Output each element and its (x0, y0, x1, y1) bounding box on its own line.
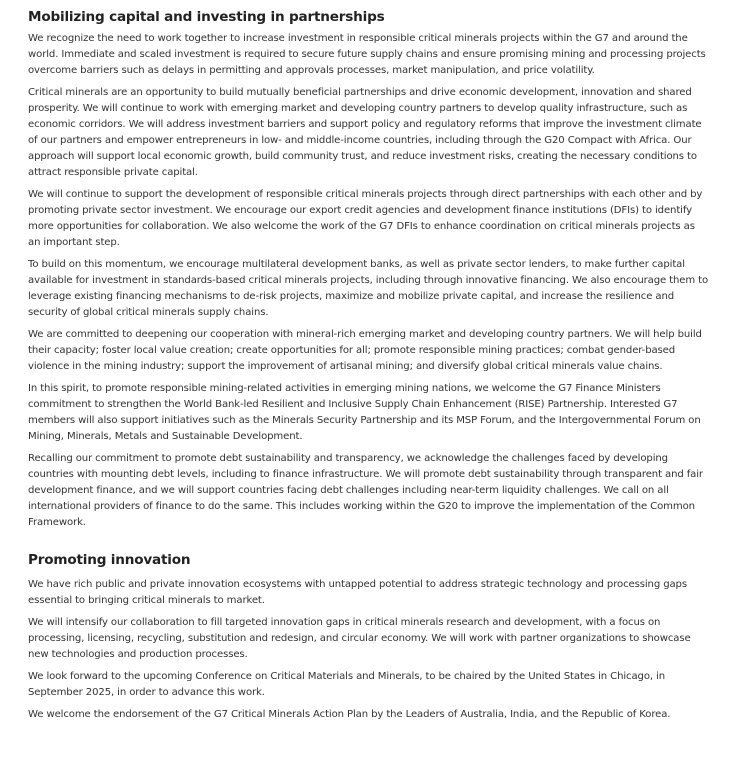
paragraph: We will intensify our collaboration to fill targeted innovation gaps in critical minerals research and development, with a focus on processing, licensing, recycling, substitution and redesign, and circular economy. We will work with partner organizations to showcase new technologies and production processes. (28, 617, 691, 660)
paragraph: We welcome the endorsement of the G7 Critical Minerals Action Plan by the Leaders of Australia, India, and the Republic of Korea. (28, 709, 671, 720)
section-promoting-innovation (28, 550, 709, 723)
section-mobilizing-capital (28, 7, 709, 531)
paragraph: Recalling our commitment to promote debt sustainability and transparency, we acknowledge the challenges faced by developing countries with mounting debt levels, including to finance infrastructure. We will promote debt sustainability through transparent and fair development finance, and we will support countries facing debt challenges including near-term liquidity challenges. We call on all international providers of finance to do the same. This includes working within the G20 to improve the implementation of the Common Framework. (28, 453, 703, 528)
paragraph: In this spirit, to promote responsible mining-related activities in emerging mining nations, we welcome the G7 Finance Ministers commitment to strengthen the World Bank-led Resilient and Inclusive Supply Chain Enhancement (RISE) Partnership. Interested G7 members will also support initiatives such as the Minerals Security Partnership and its MSP Forum, and the Intergovernmental Forum on Mining, Minerals, Metals and Sustainable Development. (28, 383, 701, 442)
paragraph: We will continue to support the development of responsible critical minerals projects through direct partnerships with each other and by promoting private sector investment. We encourage our export credit agencies and development finance institutions (DFIs) to identify more opportunities for collaboration. We also welcome the work of the G7 DFIs to enhance coordination on critical minerals projects as an important step. (28, 189, 703, 248)
paragraph: We are committed to deepening our cooperation with mineral-rich emerging market and developing country partners. We will help build their capacity; foster local value creation; create opportunities for all; promote responsible mining practices; combat gender-based violence in the mining industry; support the improvement of artisanal mining; and diversify global critical minerals value chains. (28, 329, 702, 372)
section-heading: Promoting innovation (28, 552, 191, 568)
paragraph: We recognize the need to work together to increase investment in responsible critical minerals projects within the G7 and around the world. Immediate and scaled investment is required to secure future supply chains and ensure promising mining and processing projects overcome barriers such as delays in permitting and approvals processes, market manipulation, and price volatility. (28, 33, 706, 76)
section-heading: Mobilizing capital and investing in partnerships (28, 9, 385, 25)
paragraph: To build on this momentum, we encourage multilateral development banks, as well as private sector lenders, to make further capital available for investment in standards-based critical minerals projects, including through innovative financing. We also encourage them to leverage existing financing mechanisms to de-risk projects, maximize and mobilize private capital, and increase the resilience and security of global critical minerals supply chains. (28, 259, 709, 318)
paragraph: Critical minerals are an opportunity to build mutually beneficial partnerships and drive economic development, innovation and shared prosperity. We will continue to work with emerging market and developing country partners to develop quality infrastructure, such as economic corridors. We will address investment barriers and support policy and regulatory reforms that improve the investment climate of our partners and empower entrepreneurs in low- and middle-income countries, including through the G20 Compact with Africa. Our approach will support local economic growth, build community trust, and reduce investment risks, creating the necessary conditions to attract responsible private capital. (28, 87, 702, 178)
paragraph: We have rich public and private innovation ecosystems with untapped potential to address strategic technology and processing gaps essential to bringing critical minerals to market. (28, 579, 687, 606)
paragraph: We look forward to the upcoming Conference on Critical Materials and Minerals, to be chaired by the United States in Chicago, in September 2025, in order to advance this work. (28, 671, 666, 698)
